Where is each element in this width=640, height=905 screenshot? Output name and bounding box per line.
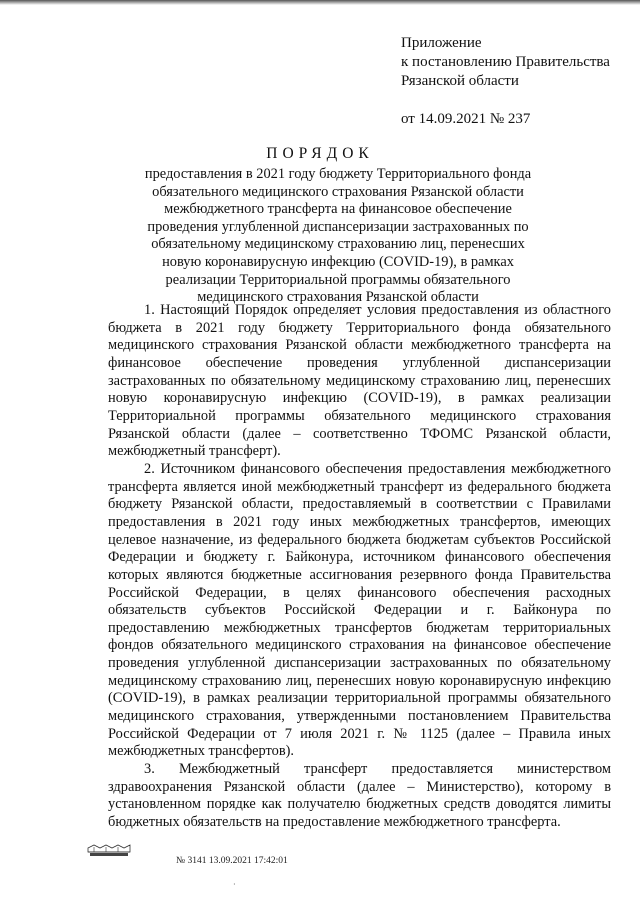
paragraph-3: 3. Межбюджетный трансферт предоставляется министерством здравоохранения Рязанской области (далее – Министерство), которому в установленном порядке как получателю бюджетных средств доводятся лимиты бюджетных обязательств на предоставление межбюджетного трансферта. (108, 761, 611, 831)
paragraph-1: 1. Настоящий Порядок определяет условия предоставления из областного бюджета в 2021 году бюджету Территориального фонда обязательного медицинского страхования Рязанской области межбюджетного трансферта на финансовое обеспечение проведения углубленной диспансеризации застрахованных по обязательному медицинскому страхованию лиц, перенесших новую коронавирусную инфекцию (COVID-19), в рамках реализации Территориальной программы обязательного медицинского страхования Рязанской области (далее – соответственно ТФОМС Рязанской области, межбюджетный трансферт). (108, 302, 611, 460)
document-body (108, 302, 611, 832)
paragraph-2: 2. Источником финансового обеспечения предоставления межбюджетного трансферта является иной межбюджетный трансферт из федерального бюджета бюджету Рязанской области, предоставляемый в соответствии с Правилами предоставления в 2021 году иных межбюджетных трансфертов, имеющих целевое назначение, из федерального бюджета бюджетам субъектов Российской Федерации и бюджету г. Байконура, источником финансового обеспечения которых являются бюджетные ассигнования резервного фонда Правительства Российской Федерации, в целях финансового обеспечения расходных обязательств субъектов Российской Федерации и г. Байконура по предоставлению межбюджетных трансфертов бюджетам территориальных фондов обязательного медицинского страхования на финансовое обеспечение проведения углубленной диспансеризации застрахованных по обязательному медицинскому страхованию лиц, перенесших новую коронавирусную инфекцию (COVID-19), в рамках реализации территориальной программы обязательного медицинского страхования, утвержденными постановлением Правительства Российской Федерации от 7 июля 2021 г. № 1125 (далее – Правила иных межбюджетных трансфертов). (108, 460, 611, 760)
appendix-date: от 14.09.2021 № 237 (401, 111, 531, 127)
appendix-line-2: к постановлению Правительства (401, 54, 610, 70)
registration-number-text: 3141 13.09.2021 17:42:01 (187, 856, 288, 866)
appendix-block (401, 34, 631, 129)
appendix-line-1: Приложение (401, 35, 482, 51)
document-subtitle: предоставления в 2021 году бюджету Территориального фонда обязательного медицинского страхования Рязанской области межбюджетного трансферта на финансовое обеспечение проведения углубленной диспансеризации застрахованных по обязательному медицинскому страхованию лиц, перенесших новую коронавирусную инфекцию (COVID-19), в рамках реализации Территориальной программы обязательного медицинского страхования Рязанской области (144, 166, 532, 306)
registration-stamp-icon (86, 842, 132, 858)
appendix-line-3: Рязанской области (401, 73, 519, 89)
document-registration-number (176, 856, 288, 866)
scan-artifact: · (233, 880, 236, 889)
scan-top-edge (0, 0, 640, 5)
document-title: ПОРЯДОК (266, 145, 374, 162)
number-sign-icon: № (176, 856, 188, 866)
